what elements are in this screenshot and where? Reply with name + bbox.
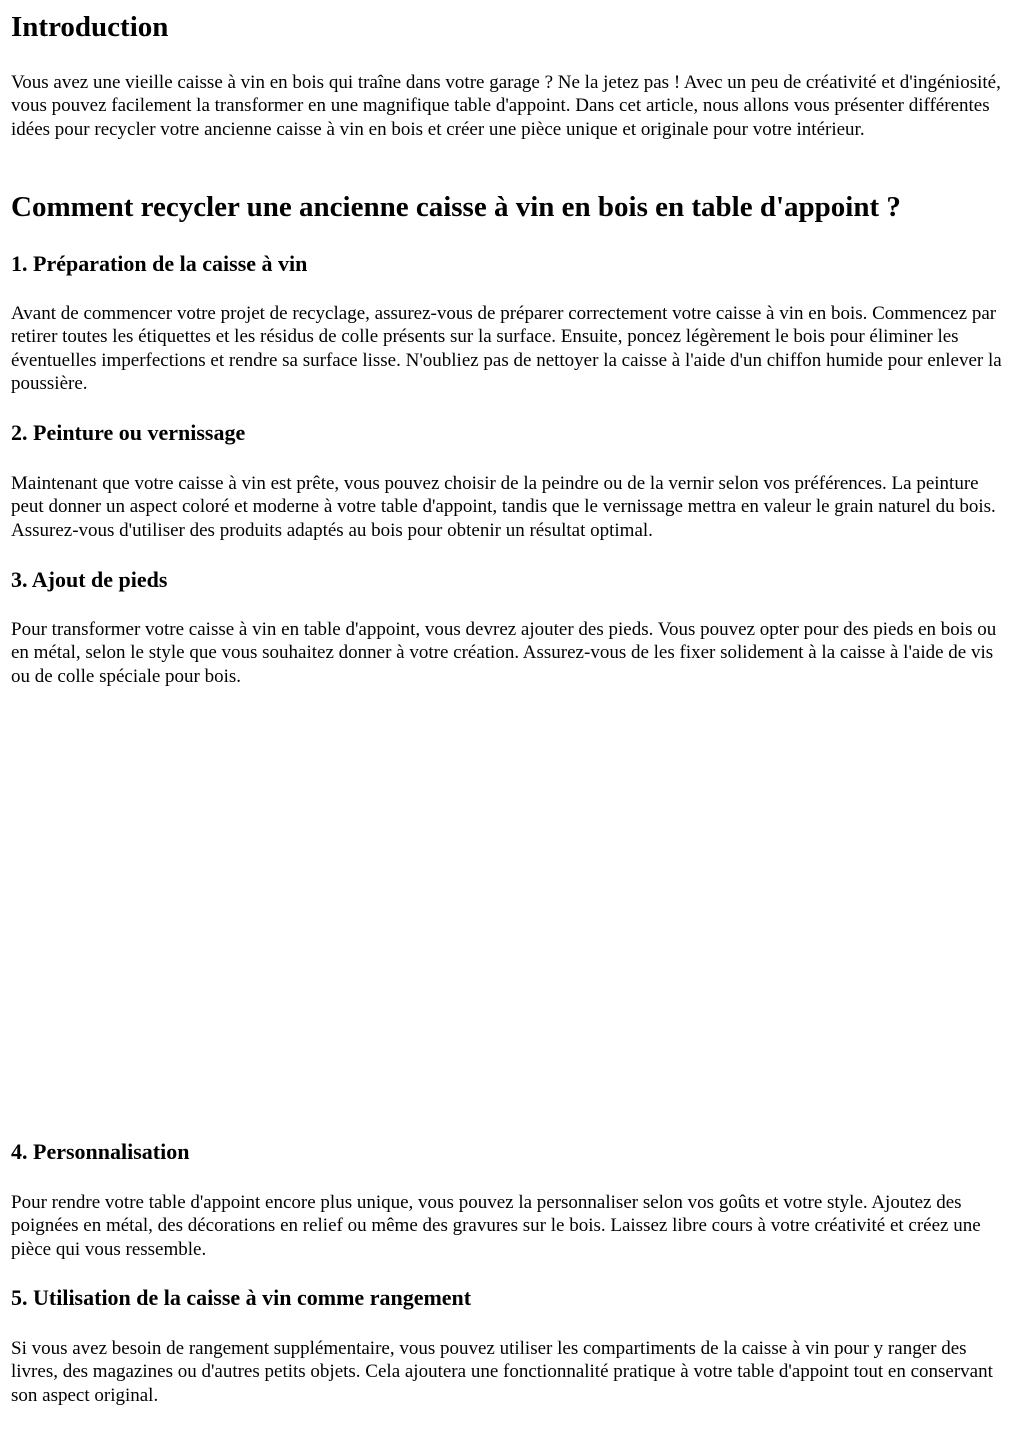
section-paragraph-preparation: Avant de commencer votre projet de recyclage, assurez-vous de préparer correctement votre caisse à vin en bois. Commencez par retirer toutes les étiquettes et les résidus de colle présents sur la surface. Ensuite, poncez légèrement le bois pour éliminer les éventuelles imperfections et rendre sa surface lisse. N'oubliez pas de nettoyer la caisse à l'aide d'un chiffon humide pour enlever la poussière. [11,303,1002,394]
section-heading-peinture: 2. Peinture ou vernissage [11,420,246,445]
section-heading-rangement: 5. Utilisation de la caisse à vin comme rangement [11,1285,472,1310]
section-heading-pieds: 3. Ajout de pieds [11,567,168,592]
section-heading-personnalisation: 4. Personnalisation [11,1139,190,1164]
intro-heading: Introduction [11,11,169,43]
main-heading: Comment recycler une ancienne caisse à vin en bois en table d'appoint ? [11,191,901,223]
section-paragraph-rangement: Si vous avez besoin de rangement supplémentaire, vous pouvez utiliser les compartiments de la caisse à vin pour y ranger des livres, des magazines ou d'autres petits objets. Cela ajoutera une fonctionnalité pratique à votre table d'appoint tout en conservant son aspect original. [11,1338,993,1406]
intro-paragraph: Vous avez une vieille caisse à vin en bois qui traîne dans votre garage ? Ne la jetez pas ! Avec un peu de créativité et d'ingéniosité, vous pouvez facilement la transformer en une magnifique table d'appoint. Dans cet article, nous allons vous présenter différentes idées pour recycler votre ancienne caisse à vin en bois et créer une pièce unique et originale pour votre intérieur. [11,72,1001,140]
section-paragraph-personnalisation: Pour rendre votre table d'appoint encore plus unique, vous pouvez la personnaliser selon vos goûts et votre style. Ajoutez des poignées en métal, des décorations en relief ou même des gravures sur le bois. Laissez libre cours à votre créativité et créez une pièce qui vous ressemble. [11,1192,981,1260]
section-heading-preparation: 1. Préparation de la caisse à vin [11,251,308,276]
section-paragraph-peinture: Maintenant que votre caisse à vin est prête, vous pouvez choisir de la peindre ou de la vernir selon vos préférences. La peinture peut donner un aspect coloré et moderne à votre table d'appoint, tandis que le vernissage mettra en valeur le grain naturel du bois. Assurez-vous d'utiliser des produits adaptés au bois pour obtenir un résultat optimal. [11,473,996,541]
section-paragraph-pieds: Pour transformer votre caisse à vin en table d'appoint, vous devrez ajouter des pieds. Vous pouvez opter pour des pieds en bois ou en métal, selon le style que vous souhaitez donner à votre création. Assurez-vous de les fixer solidement à la caisse à l'aide de vis ou de colle spéciale pour bois. [11,619,997,687]
